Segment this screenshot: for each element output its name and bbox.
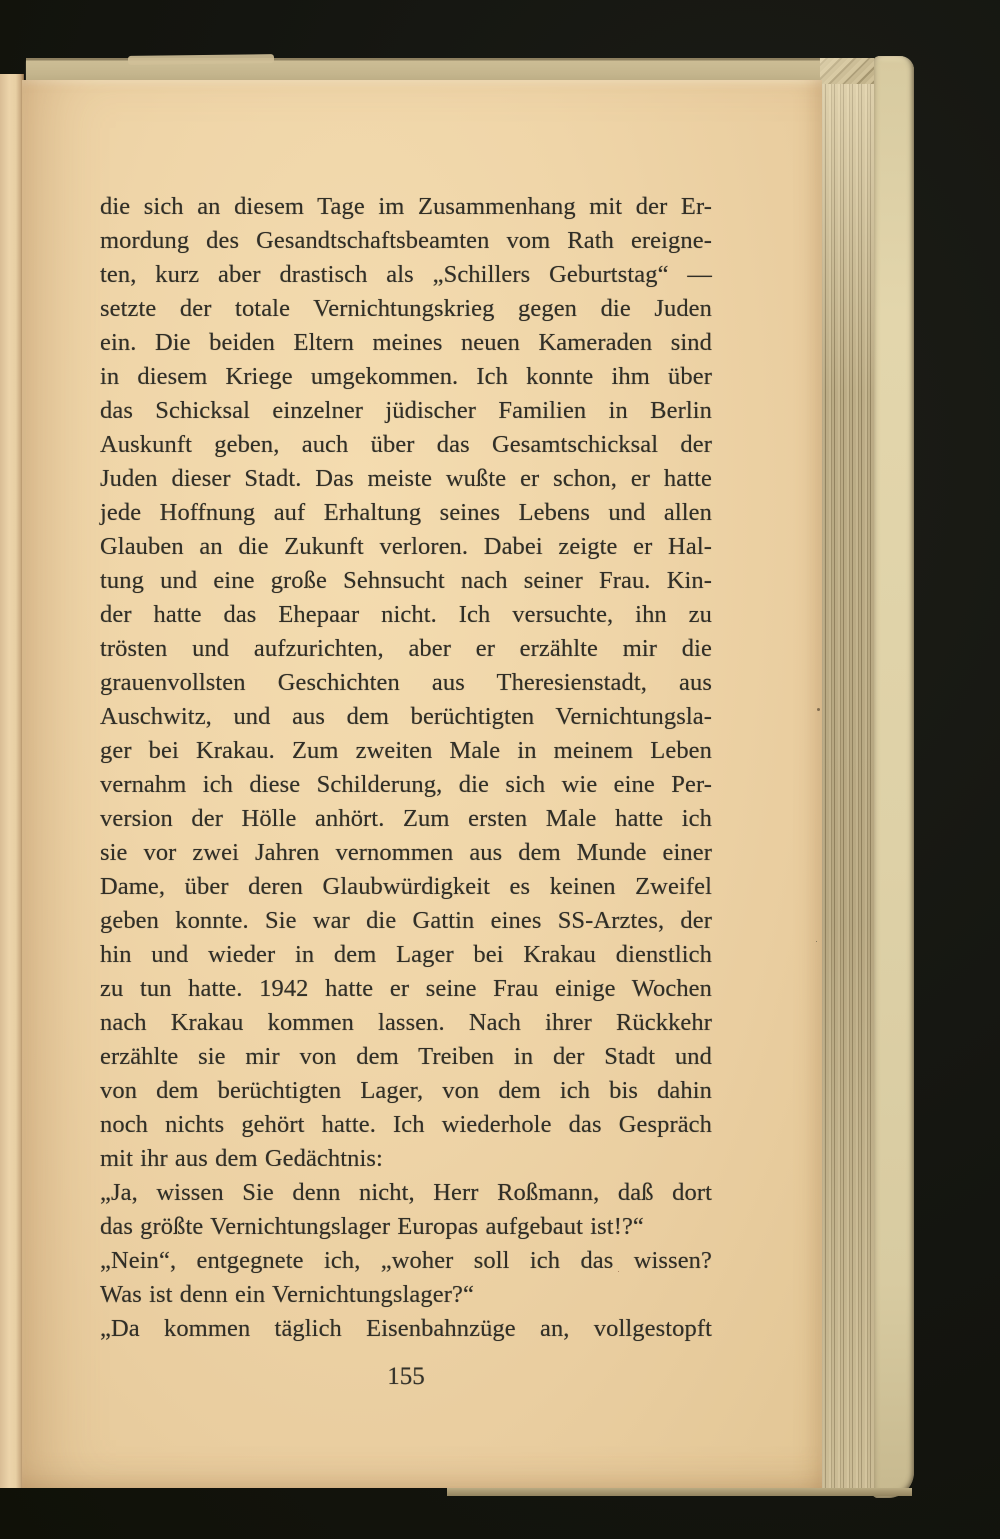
text-line: tung und eine große Sehnsucht nach seiner Frau. Kin- <box>100 567 712 594</box>
text-line: setzte der totale Vernichtungskrieg gegen die Juden <box>100 295 712 322</box>
text-line: die sich an diesem Tage im Zusammenhang mit der Er- <box>100 193 712 220</box>
text-line: ten, kurz aber drastisch als „Schillers Geburtstag“ — <box>100 261 712 288</box>
text-line: version der Hölle anhört. Zum ersten Male hatte ich <box>100 805 712 832</box>
text-line: vernahm ich diese Schilderung, die sich wie eine Per- <box>100 771 712 798</box>
text-line: trösten und aufzurichten, aber er erzählte mir die <box>100 635 712 662</box>
page-gutter <box>0 74 24 1488</box>
page-fore-edge <box>820 84 874 1488</box>
text-line: Was ist denn ein Vernichtungslager?“ <box>100 1281 474 1308</box>
text-line: mordung des Gesandtschaftsbeamten vom Rath ereigne- <box>100 227 712 254</box>
text-line: „Da kommen täglich Eisenbahnzüge an, vollgestopft <box>100 1315 712 1342</box>
text-line: jede Hoffnung auf Erhaltung seines Lebens und allen <box>100 499 712 526</box>
text-line: ger bei Krakau. Zum zweiten Male in meinem Leben <box>100 737 712 764</box>
book-cover-edge <box>872 56 914 1498</box>
text-line: das größte Vernichtungslager Europas aufgebaut ist!?“ <box>100 1213 644 1240</box>
text-line: „Nein“, entgegnete ich, „woher soll ich das wissen? <box>100 1247 712 1274</box>
text-line: „Ja, wissen Sie denn nicht, Herr Roßmann, daß dort <box>100 1179 712 1206</box>
text-line: von dem berüchtigten Lager, von dem ich bis dahin <box>100 1077 712 1104</box>
text-line: erzählte sie mir von dem Treiben in der Stadt und <box>100 1043 712 1070</box>
text-line: grauenvollsten Geschichten aus Theresienstadt, aus <box>100 669 712 696</box>
text-line: ein. Die beiden Eltern meines neuen Kameraden sind <box>100 329 712 356</box>
text-line: Auskunft geben, auch über das Gesamtschicksal der <box>100 431 712 458</box>
text-line: sie vor zwei Jahren vernommen aus dem Munde einer <box>100 839 712 866</box>
text-line: Dame, über deren Glaubwürdigkeit es keinen Zweifel <box>100 873 712 900</box>
page-text <box>100 190 712 1346</box>
text-line: geben konnte. Sie war die Gattin eines SS-Arztes, der <box>100 907 712 934</box>
text-line: Juden dieser Stadt. Das meiste wußte er schon, er hatte <box>100 465 712 492</box>
text-line: Glauben an die Zukunft verloren. Dabei zeigte er Hal- <box>100 533 712 560</box>
text-line: hin und wieder in dem Lager bei Krakau dienstlich <box>100 941 712 968</box>
text-line: noch nichts gehört hatte. Ich wiederhole das Gespräch <box>100 1111 712 1138</box>
text-line: Auschwitz, und aus dem berüchtigten Vernichtungsla- <box>100 703 712 730</box>
text-line: in diesem Kriege umgekommen. Ich konnte ihm über <box>100 363 712 390</box>
page-number: 155 <box>387 1363 425 1390</box>
text-line: der hatte das Ehepaar nicht. Ich versuchte, ihn zu <box>100 601 712 628</box>
text-line: nach Krakau kommen lassen. Nach ihrer Rückkehr <box>100 1009 712 1036</box>
spine-chip <box>128 54 274 65</box>
bottom-page-edge <box>447 1488 912 1496</box>
text-line: das Schicksal einzelner jüdischer Familien in Berlin <box>100 397 712 424</box>
text-line: mit ihr aus dem Gedächtnis: <box>100 1145 383 1172</box>
text-line: zu tun hatte. 1942 hatte er seine Frau einige Wochen <box>100 975 712 1002</box>
paper-speck <box>817 708 820 711</box>
